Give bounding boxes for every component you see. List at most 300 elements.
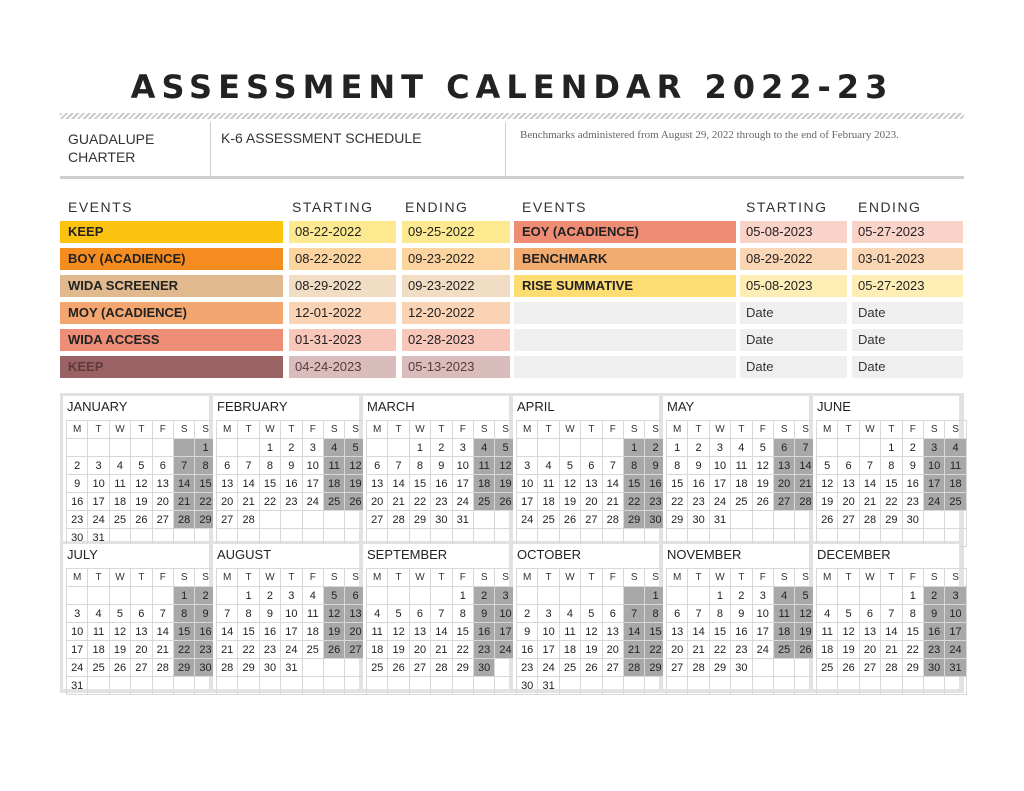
day-cell: 28 [688, 659, 709, 677]
event-name: WIDA SCREENER [60, 275, 283, 297]
day-cell: 14 [688, 623, 709, 641]
day-cell: 6 [859, 605, 880, 623]
day-cell [473, 677, 494, 695]
day-cell: 16 [645, 475, 666, 493]
day-cell: 2 [259, 587, 280, 605]
day-cell: 19 [838, 641, 859, 659]
day-cell: 30 [195, 659, 216, 677]
day-cell: 9 [281, 457, 302, 475]
day-cell: 26 [838, 659, 859, 677]
day-cell: 3 [495, 587, 516, 605]
day-cell: 10 [517, 475, 538, 493]
day-cell: 19 [495, 475, 516, 493]
weekday-label: W [259, 569, 280, 587]
day-cell: 24 [517, 511, 538, 529]
week-row [367, 623, 517, 641]
day-cell: 15 [709, 623, 730, 641]
day-cell [559, 677, 580, 695]
day-cell: 8 [709, 605, 730, 623]
month-name: OCTOBER [517, 547, 582, 562]
event-name: RISE SUMMATIVE [514, 275, 736, 297]
day-cell: 15 [902, 623, 923, 641]
month-july [63, 544, 212, 692]
month-name: AUGUST [217, 547, 272, 562]
week-row [667, 457, 817, 475]
day-cell: 25 [302, 641, 323, 659]
day-cell: 12 [388, 623, 409, 641]
event-name: KEEP [60, 356, 283, 378]
day-cell: 30 [259, 659, 280, 677]
day-cell: 10 [67, 623, 88, 641]
day-cell: 16 [688, 475, 709, 493]
day-cell: 18 [367, 641, 388, 659]
event-end-date: 12-20-2022 [402, 302, 510, 324]
day-cell: 5 [559, 457, 580, 475]
weekday-label: S [195, 421, 216, 439]
day-cell: 26 [323, 641, 344, 659]
day-cell: 20 [217, 493, 238, 511]
day-cell [667, 587, 688, 605]
day-cell: 9 [195, 605, 216, 623]
day-cell: 11 [323, 457, 344, 475]
day-cell: 26 [131, 511, 152, 529]
week-row [517, 605, 667, 623]
day-cell [923, 677, 944, 695]
week-row [667, 439, 817, 457]
day-cell: 5 [109, 605, 130, 623]
day-cell [881, 587, 902, 605]
day-cell: 13 [602, 623, 623, 641]
day-cell: 17 [709, 475, 730, 493]
day-cell: 18 [88, 641, 109, 659]
weekday-label: M [67, 569, 88, 587]
day-cell: 7 [388, 457, 409, 475]
day-cell: 18 [323, 475, 344, 493]
day-cell: 15 [881, 475, 902, 493]
day-cell: 4 [302, 587, 323, 605]
weekday-label: M [667, 421, 688, 439]
week-row [517, 493, 667, 511]
day-cell: 13 [217, 475, 238, 493]
event-end-date: 05-13-2023 [402, 356, 510, 378]
day-cell: 14 [173, 475, 194, 493]
week-row [817, 677, 967, 695]
day-cell: 28 [388, 511, 409, 529]
day-cell: 16 [259, 623, 280, 641]
day-cell: 17 [452, 475, 473, 493]
weekday-label: S [323, 569, 344, 587]
day-cell: 11 [538, 475, 559, 493]
week-row [667, 475, 817, 493]
weekday-label: T [688, 569, 709, 587]
day-cell: 20 [345, 623, 366, 641]
day-cell: 24 [452, 493, 473, 511]
day-cell: 5 [131, 457, 152, 475]
day-cell: 17 [88, 493, 109, 511]
day-cell [109, 439, 130, 457]
week-row [667, 659, 817, 677]
day-cell: 21 [238, 493, 259, 511]
month-grid [66, 420, 217, 547]
day-cell: 18 [731, 475, 752, 493]
day-cell: 8 [902, 605, 923, 623]
day-cell: 21 [859, 493, 880, 511]
weekday-header [67, 569, 217, 587]
week-row [517, 439, 667, 457]
day-cell: 11 [473, 457, 494, 475]
day-cell: 11 [302, 605, 323, 623]
day-cell: 3 [538, 605, 559, 623]
event-name [514, 302, 736, 324]
day-cell: 2 [473, 587, 494, 605]
day-cell: 10 [923, 457, 944, 475]
day-cell: 20 [859, 641, 880, 659]
day-cell: 6 [602, 605, 623, 623]
day-cell [602, 439, 623, 457]
day-cell: 14 [152, 623, 173, 641]
day-cell: 22 [902, 641, 923, 659]
day-cell: 27 [217, 511, 238, 529]
day-cell: 20 [602, 641, 623, 659]
day-cell: 9 [902, 457, 923, 475]
day-cell: 1 [452, 587, 473, 605]
event-start-date: 04-24-2023 [289, 356, 396, 378]
day-cell: 7 [881, 605, 902, 623]
week-row [367, 641, 517, 659]
day-cell [945, 677, 966, 695]
schedule-title: K-6 ASSESSMENT SCHEDULE [210, 122, 505, 176]
weekday-label: S [345, 421, 366, 439]
day-cell: 12 [752, 457, 773, 475]
day-cell: 31 [538, 677, 559, 695]
day-cell: 13 [367, 475, 388, 493]
week-row [217, 475, 367, 493]
day-cell: 7 [795, 439, 816, 457]
day-cell [88, 439, 109, 457]
event-start-date: Date [740, 302, 847, 324]
week-row [517, 659, 667, 677]
day-cell: 29 [645, 659, 666, 677]
day-cell: 1 [709, 587, 730, 605]
day-cell: 12 [795, 605, 816, 623]
day-cell: 28 [431, 659, 452, 677]
day-cell [559, 439, 580, 457]
day-cell: 8 [173, 605, 194, 623]
day-cell: 8 [645, 605, 666, 623]
weekday-header [217, 569, 367, 587]
day-cell: 1 [409, 439, 430, 457]
day-cell: 16 [731, 623, 752, 641]
week-row [817, 475, 967, 493]
day-cell: 8 [195, 457, 216, 475]
weekday-label: M [817, 421, 838, 439]
weekday-label: S [323, 421, 344, 439]
day-cell: 18 [817, 641, 838, 659]
event-start-date: 12-01-2022 [289, 302, 396, 324]
weekday-label: S [945, 421, 966, 439]
weekday-label: S [173, 569, 194, 587]
event-name [514, 356, 736, 378]
day-cell: 30 [517, 677, 538, 695]
weekday-label: S [795, 421, 816, 439]
day-cell: 8 [881, 457, 902, 475]
day-cell [881, 677, 902, 695]
day-cell: 11 [109, 475, 130, 493]
day-cell: 5 [495, 439, 516, 457]
week-row [817, 641, 967, 659]
month-grid [366, 568, 517, 695]
weekday-label: W [709, 569, 730, 587]
weekday-label: M [217, 569, 238, 587]
day-cell: 29 [881, 511, 902, 529]
week-row [217, 457, 367, 475]
day-cell: 2 [281, 439, 302, 457]
day-cell: 31 [281, 659, 302, 677]
starting-header-left: STARTING [292, 199, 374, 215]
day-cell [409, 677, 430, 695]
day-cell: 19 [323, 623, 344, 641]
day-cell: 24 [945, 641, 966, 659]
weekday-label: T [88, 421, 109, 439]
day-cell: 9 [645, 457, 666, 475]
day-cell: 28 [152, 659, 173, 677]
day-cell: 10 [538, 623, 559, 641]
day-cell: 30 [923, 659, 944, 677]
week-row [517, 511, 667, 529]
weekday-label: S [645, 569, 666, 587]
week-row [817, 659, 967, 677]
day-cell: 27 [773, 493, 794, 511]
month-grid [666, 420, 817, 547]
day-cell: 25 [323, 493, 344, 511]
weekday-label: S [923, 421, 944, 439]
day-cell: 9 [731, 605, 752, 623]
week-row [367, 587, 517, 605]
day-cell: 21 [152, 641, 173, 659]
event-name: WIDA ACCESS [60, 329, 283, 351]
week-row [667, 605, 817, 623]
day-cell: 7 [238, 457, 259, 475]
weekday-label: M [367, 569, 388, 587]
day-cell: 25 [817, 659, 838, 677]
event-start-date: 08-29-2022 [289, 275, 396, 297]
day-cell [945, 511, 966, 529]
event-start-date: 01-31-2023 [289, 329, 396, 351]
weekday-label: F [752, 569, 773, 587]
day-cell [902, 677, 923, 695]
day-cell: 20 [581, 493, 602, 511]
month-grid [666, 568, 817, 695]
week-row [367, 493, 517, 511]
month-grid [216, 420, 367, 547]
day-cell: 4 [88, 605, 109, 623]
month-march [363, 396, 512, 541]
day-cell: 20 [152, 493, 173, 511]
weekday-label: T [538, 569, 559, 587]
day-cell: 24 [67, 659, 88, 677]
day-cell: 24 [923, 493, 944, 511]
day-cell [388, 439, 409, 457]
weekday-label: T [388, 569, 409, 587]
event-start-date: 05-08-2023 [740, 275, 847, 297]
day-cell: 25 [559, 659, 580, 677]
month-name: FEBRUARY [217, 399, 288, 414]
day-cell: 7 [688, 605, 709, 623]
day-cell: 19 [581, 641, 602, 659]
weekday-label: T [131, 569, 152, 587]
day-cell: 25 [473, 493, 494, 511]
day-cell: 6 [152, 457, 173, 475]
day-cell: 6 [367, 457, 388, 475]
week-row [367, 605, 517, 623]
day-cell [581, 677, 602, 695]
day-cell: 30 [902, 511, 923, 529]
day-cell: 23 [731, 641, 752, 659]
day-cell [709, 677, 730, 695]
day-cell: 22 [881, 493, 902, 511]
weekday-label: F [152, 569, 173, 587]
month-grid [516, 568, 667, 695]
events-header-left: EVENTS [68, 199, 134, 215]
day-cell: 15 [195, 475, 216, 493]
day-cell: 4 [367, 605, 388, 623]
weekday-header [667, 569, 817, 587]
day-cell [152, 677, 173, 695]
week-row [217, 587, 367, 605]
weekday-label: W [109, 569, 130, 587]
day-cell: 27 [859, 659, 880, 677]
day-cell: 31 [452, 511, 473, 529]
day-cell: 13 [859, 623, 880, 641]
weekday-label: S [623, 421, 644, 439]
day-cell: 8 [238, 605, 259, 623]
week-row [217, 641, 367, 659]
day-cell: 17 [517, 493, 538, 511]
day-cell: 14 [623, 623, 644, 641]
day-cell: 14 [795, 457, 816, 475]
day-cell: 20 [773, 475, 794, 493]
weekday-header [367, 421, 517, 439]
day-cell [367, 439, 388, 457]
day-cell: 23 [281, 493, 302, 511]
weekday-label: F [602, 421, 623, 439]
weekday-label: W [409, 569, 430, 587]
day-cell [538, 439, 559, 457]
day-cell: 2 [195, 587, 216, 605]
day-cell: 10 [302, 457, 323, 475]
day-cell: 9 [67, 475, 88, 493]
day-cell: 5 [752, 439, 773, 457]
day-cell [238, 677, 259, 695]
day-cell [109, 677, 130, 695]
day-cell: 16 [902, 475, 923, 493]
day-cell: 19 [345, 475, 366, 493]
day-cell [323, 659, 344, 677]
day-cell: 15 [238, 623, 259, 641]
week-row [667, 493, 817, 511]
day-cell: 17 [281, 623, 302, 641]
day-cell [431, 677, 452, 695]
day-cell [409, 587, 430, 605]
weekday-label: W [709, 421, 730, 439]
day-cell: 16 [281, 475, 302, 493]
month-name: SEPTEMBER [367, 547, 448, 562]
day-cell: 28 [602, 511, 623, 529]
day-cell: 11 [773, 605, 794, 623]
day-cell: 16 [517, 641, 538, 659]
day-cell: 22 [259, 493, 280, 511]
day-cell: 1 [259, 439, 280, 457]
day-cell: 5 [817, 457, 838, 475]
day-cell: 23 [195, 641, 216, 659]
week-row [67, 641, 217, 659]
day-cell: 6 [773, 439, 794, 457]
week-row [667, 587, 817, 605]
event-start-date: 05-08-2023 [740, 221, 847, 243]
day-cell: 23 [431, 493, 452, 511]
day-cell: 7 [602, 457, 623, 475]
day-cell: 27 [345, 641, 366, 659]
day-cell: 12 [109, 623, 130, 641]
day-cell: 30 [731, 659, 752, 677]
day-cell: 26 [581, 659, 602, 677]
day-cell: 26 [388, 659, 409, 677]
day-cell: 3 [281, 587, 302, 605]
month-june [813, 396, 962, 541]
weekday-label: F [302, 569, 323, 587]
day-cell: 18 [473, 475, 494, 493]
day-cell: 21 [602, 493, 623, 511]
month-october [513, 544, 662, 692]
day-cell: 3 [709, 439, 730, 457]
benchmark-note: Benchmarks administered from August 29, 2022 through to the end of February 2023. [505, 122, 964, 176]
day-cell: 1 [238, 587, 259, 605]
day-cell: 5 [795, 587, 816, 605]
day-cell: 12 [559, 475, 580, 493]
weekday-label: T [838, 421, 859, 439]
day-cell [517, 587, 538, 605]
day-cell: 21 [881, 641, 902, 659]
day-cell [838, 677, 859, 695]
day-cell: 11 [559, 623, 580, 641]
month-september [363, 544, 512, 689]
weekday-header [367, 569, 517, 587]
day-cell: 2 [923, 587, 944, 605]
day-cell: 29 [902, 659, 923, 677]
day-cell: 7 [859, 457, 880, 475]
weekday-label: S [795, 569, 816, 587]
day-cell: 11 [817, 623, 838, 641]
day-cell: 13 [131, 623, 152, 641]
day-cell: 21 [217, 641, 238, 659]
day-cell [859, 677, 880, 695]
month-february [213, 396, 362, 541]
week-row [817, 457, 967, 475]
weekday-label: T [238, 421, 259, 439]
month-grid [516, 420, 667, 547]
school-name: GUADALUPE CHARTER [68, 131, 155, 165]
day-cell: 17 [495, 623, 516, 641]
week-row [217, 659, 367, 677]
week-row [217, 511, 367, 529]
week-row [367, 511, 517, 529]
weekday-label: S [495, 421, 516, 439]
month-december [813, 544, 962, 689]
week-row [367, 659, 517, 677]
week-row [367, 677, 517, 695]
day-cell [859, 439, 880, 457]
weekday-label: F [902, 569, 923, 587]
